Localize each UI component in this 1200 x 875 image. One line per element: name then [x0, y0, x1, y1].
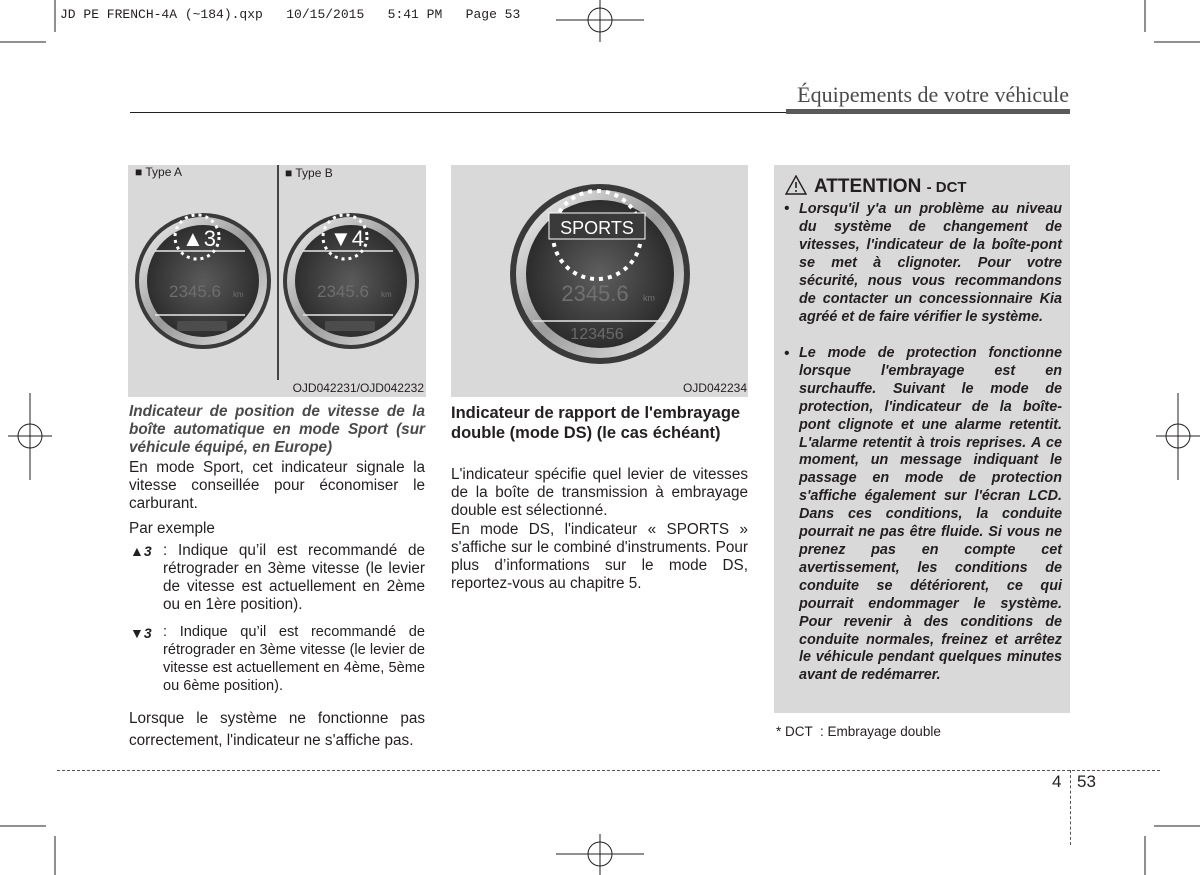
- col2-para2: En mode DS, l'indicateur « SPORTS » s'affiche sur le combiné d'instruments. Pour plus d’informations sur le mode DS, reportez-vous au chapitre 5.: [451, 521, 748, 592]
- attention-box: [774, 165, 1070, 713]
- footer-dashed-rule: [57, 770, 1160, 771]
- col1-para-last: Lorsque le système ne fonctionne pas correctement, l'indicateur ne s'affiche pas.: [129, 710, 425, 749]
- col1-item2-icon: ▼3: [130, 625, 152, 641]
- gauge-a-odometer: 2345.6: [169, 282, 221, 301]
- sports-odometer-unit: km: [643, 293, 655, 303]
- warning-triangle-icon: [785, 175, 807, 195]
- gauge-b-odometer: 2345.6: [317, 282, 369, 301]
- header-rule: [130, 112, 786, 113]
- header-rule-thick: [786, 109, 1070, 114]
- attention-title: [814, 176, 967, 198]
- gauge-type-b: [281, 211, 421, 351]
- gauge-b-gear-text: ▼4: [329, 226, 365, 251]
- col2-heading: Indicateur de rapport de l'embrayage double (mode DS) (le cas échéant): [451, 404, 741, 442]
- footnote-dct: * DCT : Embrayage double: [776, 724, 941, 739]
- sports-trip: 123456: [570, 326, 624, 343]
- gauge-sports: [509, 183, 691, 365]
- gauge-type-a: [133, 211, 273, 351]
- col1-item2-text: : Indique qu’il est recommandé de rétrograder en 3ème vitesse (le levier de vitesse est actuellement en 4ème, 5ème ou 6ème position).: [163, 624, 426, 694]
- sports-label: SPORTS: [560, 218, 634, 238]
- attention-title-suffix: - DCT: [926, 179, 967, 196]
- figure-divider: [277, 165, 279, 380]
- attention-bullet-1: Lorsqu'il y'a un problème au niveau du système de changement de vitesses, l'indicateur de la boîte-pont se met à clignoter. Pour votre sécurité, nous vous recommandons de contacter un concessionnaire Kia agréé et de faire vérifier le système.: [799, 201, 1062, 325]
- sports-odometer: 2345.6: [561, 281, 629, 306]
- attention-bullet-2: Le mode de protection fonctionne lorsque l'embrayage est en surchauffe. Suivant le mode de protection, l'indicateur de la boîte-pont clignote et une alarme retentit. L'alarme retentit à trois reprises. A ce moment, un message indiquant le passage en mode de protection s'affiche également sur l'écran LCD. Dans ces conditions, la conduite pourrait ne pas être fluide. Si vous ne prenez pas en compte cet avertissement, les conditions de conduite se détériorent, ce qui pourrait endommager le système. Pour revenir à des conditions de conduite normales, freinez et arrêtez le véhicule pendant quelques minutes avant de redémarrer.: [799, 345, 1062, 684]
- gauge-a-gear-text: ▲3: [181, 226, 217, 251]
- print-slug: JD PE FRENCH-4A (~184).qxp 10/15/2015 5:41 PM Page 53: [60, 7, 521, 22]
- col1-example-label: Par exemple: [129, 520, 215, 537]
- figure2-caption: OJD042234: [682, 381, 747, 395]
- figure-sports-mode: [451, 165, 748, 397]
- page-chapter-number: 4: [1052, 772, 1062, 791]
- col1-item1-text: : Indique qu’il est recommandé de rétrograder en 3ème vitesse (le levier de vitesse est actuellement en 2ème ou en 1ère position).: [163, 542, 425, 613]
- type-a-label: ■ Type A: [135, 165, 183, 179]
- attention-bullet-marker-1: •: [784, 200, 790, 217]
- page-number: 53: [1077, 772, 1096, 791]
- col1-item1-icon: ▲3: [130, 543, 152, 559]
- type-b-label: ■ Type B: [285, 166, 333, 180]
- figure-type-a-b: [128, 165, 426, 397]
- footer-vertical-dash: [1070, 770, 1071, 845]
- col2-para1: L'indicateur spécifie quel levier de vitesses de la boîte de transmission à embrayage double est sélectionné.: [451, 466, 748, 519]
- gauge-a-odometer-unit: km: [233, 290, 244, 299]
- gauge-b-odometer-unit: km: [381, 290, 392, 299]
- figure1-caption: OJD042231/OJD042232: [292, 381, 424, 395]
- attention-title-main: ATTENTION: [814, 176, 922, 197]
- attention-bullet-marker-2: •: [784, 345, 790, 362]
- col1-para-sport: En mode Sport, cet indicateur signale la vitesse conseillée pour économiser le carburant.: [129, 459, 425, 512]
- page-header-title: Équipements de votre véhicule: [797, 82, 1069, 107]
- col1-subheading: Indicateur de position de vitesse de la boîte automatique en mode Sport (sur véhicule équipé, en Europe): [129, 403, 425, 456]
